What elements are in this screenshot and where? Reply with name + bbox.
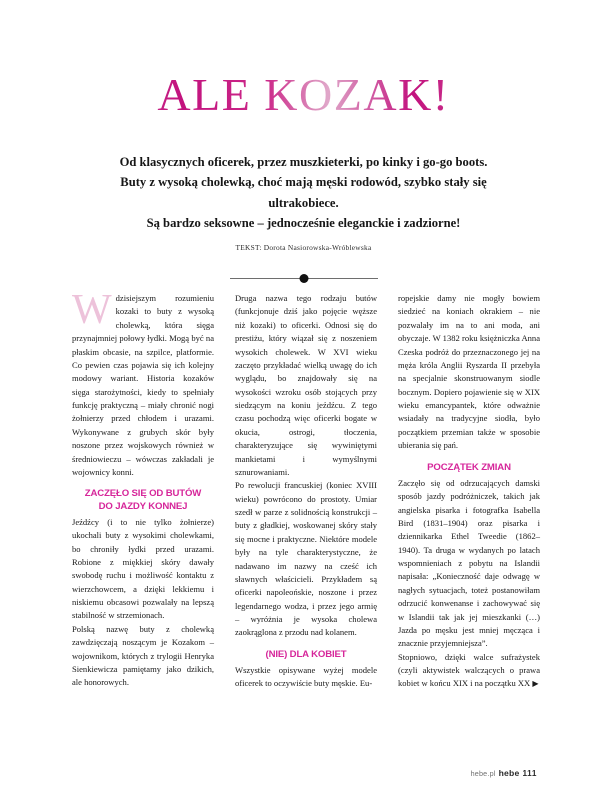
paragraph: Polską nazwę buty z cholewką zawdzięczają noszącym je Kozakom – wojownikom, których z trylogii Henryka Sienkiewicza pamiętamy jako dzikich, ale honorowych.: [72, 623, 214, 688]
page-number: 111: [522, 769, 537, 778]
page-title: ALE KOZAK!: [0, 72, 607, 118]
footer-site-url: hebe.pl: [470, 769, 496, 778]
masthead: [0, 0, 607, 284]
section-heading-1-line-1: ZACZĘŁO SIĘ OD BUTÓW: [84, 488, 202, 500]
deck-line-1: Od klasycznych oficerek, przez muszkieterki, po kinky i go-go boots.: [119, 155, 488, 169]
paragraph: ropejskie damy nie mogły bowiem siedzieć na koniach okrakiem – nie pozwalały im na to ani moda, ani obyczaje. W 1382 roku księżniczka Anna Czeska podróż do przeznaczonego jej na męża króla Anglii Ryszarda II przebyła na specjalnie skonstruowanym siodle bocznym. Dopiero pojawienie się w XIX wieku emancypantek, które odważnie wsiadały na tradycyjne siodła, było początkiem przemian także w sposobie ubierania się pań.: [398, 293, 540, 451]
article-column-1: [72, 287, 214, 742]
paragraph-text: Stopniowo, dzięki walce sufrażystek (czyli aktywistek walczących o prawa kobiet w końcu XIX i na początku XX: [398, 651, 540, 689]
lead-paragraph-text: dzisiejszym rozumieniu kozaki to buty z wysoką cholewką, która sięga przynajmniej połowy łydki. Mogą być na płaskim obcasie, na szpilce, platformie. Co pewien czas pojawia się ich kolejny modowy wariant. Historia kozaków sięga starożytności, kiedy to spełniały funkcję praktyczną – miały chronić nogi żołnierzy przed chłodem i urazami. Wykonywane z grubych skór były noszone przez wojskowych również w średniowieczu – wówczas zakładali je wojownicy konni.: [72, 293, 214, 477]
section-heading-3-line-1: POCZĄTEK ZMIAN: [427, 461, 511, 473]
page-footer: [471, 768, 537, 778]
deck-line-2: Buty z wysoką cholewką, choć mają męski rodowód, szybko stały się ultrakobiece.: [120, 175, 487, 210]
article-columns: [72, 287, 542, 742]
footer-brand-logo: hebe: [498, 768, 520, 778]
section-heading-1-line-2: DO JAZDY KONNEJ: [98, 500, 188, 512]
continuation-arrow-icon: ▶: [532, 679, 539, 689]
paragraph-with-continuation: [398, 651, 540, 691]
paragraph: Zaczęło się od odrzucających damski sposób jazdy podróżniczek, takich jak angielska pisarka i fotografka Isabella Bird (1831–1904) oraz pisarka i dziennikarka Ethel Tweedie (1862–1940). Ta druga w wydanych po latach wspomnieniach z pobytu na Islandii napisała: „Konieczność daje odwagę w nagłych sytuacjach, toteż postanowiłam odrzucić konwenanse i zachowywać się w Islandii tak jak jej mieszkanki (…) Jazda po męsku jest mniej męcząca i znacznie przyjemniejsza”.: [398, 477, 540, 649]
lead-paragraph: [72, 287, 214, 479]
section-heading-2: [235, 649, 377, 661]
article-column-3: [398, 292, 540, 742]
drop-cap: W: [72, 287, 112, 333]
paragraph: Wszystkie opisywane wyżej modele oficerek to oczywiście buty męskie. Eu-: [235, 665, 377, 689]
byline: TEKST: Dorota Nasiorowska-Wróblewska: [235, 242, 372, 252]
divider-ornament: [230, 274, 378, 284]
section-heading-2-line-1: (NIE) DLA KOBIET: [265, 648, 347, 660]
article-column-2: [235, 292, 377, 742]
section-heading-1: [72, 488, 214, 513]
deck-line-3: Są bardzo seksowne – jednocześnie eleganckie i zadziorne!: [146, 216, 461, 231]
section-heading-3: [398, 462, 540, 474]
divider-dot-icon: [299, 274, 308, 283]
paragraph: Jeźdźcy (i to nie tylko żołnierze) ukochali buty z wysokimi cholewkami, bo chroniły łydki przed urazami. Robione z miękkiej skóry dawały swobodę ruchu i możliwość kontaktu z wierzchowcem, a dzięki lekkiemu i niskiemu obcasowi pozwalały na lepszą stabilność w strzemionach.: [72, 516, 214, 621]
paragraph: Po rewolucji francuskiej (koniec XVIII wieku) powrócono do prostoty. Umiar szedł w parze z solidnością konstrukcji – buty z gładkiej, woskowanej skóry stały się mocne i praktyczne. Niektóre modele były na tyle charakterystyczne, że nadawano im nazwy na cześć ich sławnych właścicieli. Przykładem są oficerki napoleońskie, noszone i przez legendarnego wodza, i przez jego armię – wyróżnia je wysoka cholewa zaokrąglona z przodu nad kolanem.: [235, 480, 377, 638]
article-deck: [89, 152, 519, 234]
paragraph: Druga nazwa tego rodzaju butów (funkcjonuje dziś jako pojęcie węższe niż kozaki) to oficerki. Odnosi się do prestiżu, który wiązał się z noszeniem wysokich cholewek. W XVI wieku zaczęto przykładać wielką uwagę do ich wyglądu, bo znajdowały się na wysokości wzroku osób stojących przy siedzącym na koniu jeźdźcu. Z tego czasu pochodzą więc oficerki bogate w okucia, ostrogi, tłoczenia, charakteryzujące się wywiniętymi mankietami i wymyślnymi sznurowaniami.: [235, 293, 377, 477]
